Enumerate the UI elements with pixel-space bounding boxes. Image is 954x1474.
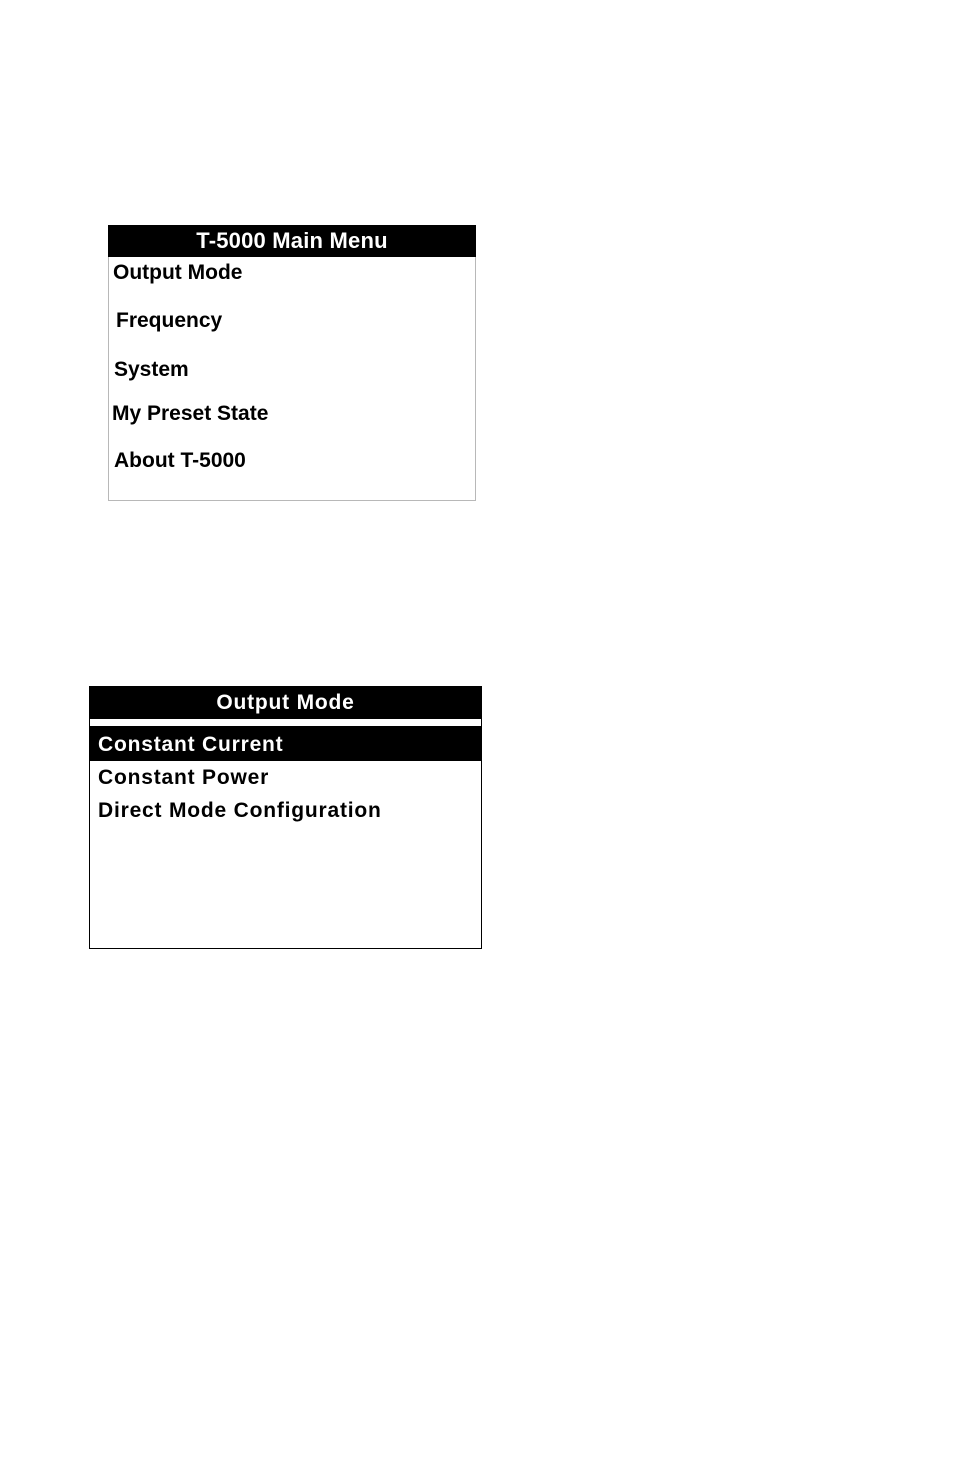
- option-direct-mode-configuration[interactable]: Direct Mode Configuration: [98, 799, 382, 822]
- main-menu-title: T-5000 Main Menu: [108, 225, 476, 257]
- output-mode-title: Output Mode: [89, 686, 482, 719]
- option-constant-current[interactable]: Constant Current: [90, 728, 481, 761]
- menu-item-system[interactable]: System: [114, 358, 189, 381]
- main-menu-screen: [108, 225, 476, 501]
- menu-item-output-mode[interactable]: Output Mode: [113, 261, 243, 284]
- output-mode-screen: [89, 686, 482, 949]
- menu-item-about[interactable]: About T-5000: [114, 449, 246, 472]
- option-constant-power[interactable]: Constant Power: [98, 766, 270, 789]
- menu-item-frequency[interactable]: Frequency: [116, 309, 223, 332]
- menu-item-my-preset-state[interactable]: My Preset State: [112, 402, 269, 425]
